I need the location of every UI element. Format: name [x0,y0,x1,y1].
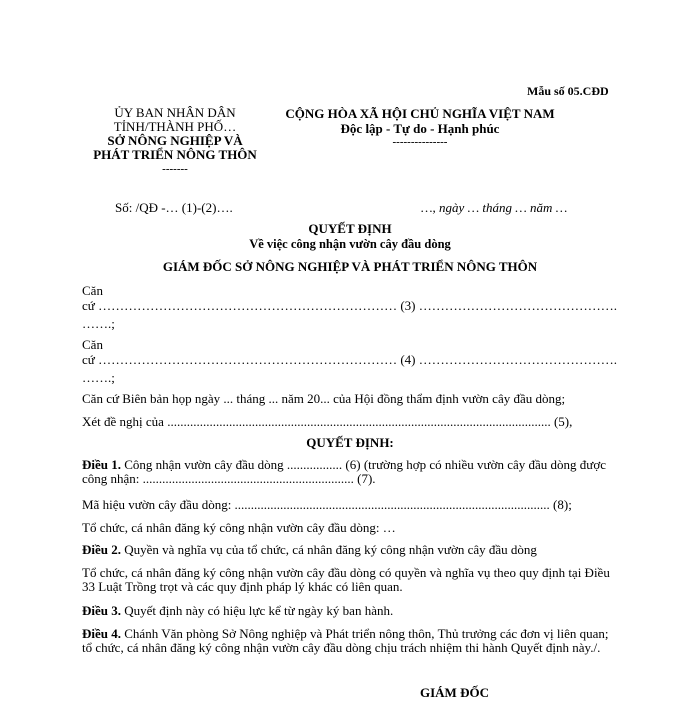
article-3-text: Quyết định này có hiệu lực kể từ ngày ký ban hành. [121,603,394,618]
article-2 [82,543,612,557]
article-1-text: Công nhận vườn cây đầu dòng ................. (6) (trường hợp có nhiều vườn cây đầu dòng được công nhận: ................................................................. (7). [82,457,606,486]
basis-2-line3: …….; [82,370,115,385]
article-3 [82,604,612,618]
article-4-label: Điều 4. [82,626,121,641]
document-title: QUYẾT ĐỊNH [308,221,392,236]
basis-1-line3: …….; [82,316,115,331]
basis-2-line2: cứ …………………………………………………………… (4) ………………………………………. [82,352,617,367]
document-date: …, ngày … tháng … năm … [421,200,568,215]
form-code: Mẫu số 05.CĐD [527,84,609,98]
national-title: CỘNG HÒA XÃ HỘI CHỦ NGHĨA VIỆT NAM [285,106,555,121]
registrant-line: Tổ chức, cá nhân đăng ký công nhận vườn cây đầu dòng: … [82,520,396,535]
left-header-line1: ỦY BAN NHÂN DÂN [114,105,236,120]
article-2-detail: Tổ chức, cá nhân đăng ký công nhận vườn cây đầu dòng có quyền và nghĩa vụ theo quy định tại Điều 33 Luật Trồng trọt và các quy định pháp lý khác có liên quan. [82,565,610,594]
signature-title: GIÁM ĐỐC [420,685,489,700]
garden-code-line: Mã hiệu vườn cây đầu dòng: ................................................................................................. (8); [82,497,572,512]
left-header-line3: SỞ NÔNG NGHIỆP VÀ [107,133,243,148]
article-1 [82,458,612,486]
right-header [270,106,570,149]
issuing-authority: GIÁM ĐỐC SỞ NÔNG NGHIỆP VÀ PHÁT TRIỂN NÔNG THÔN [162,259,538,274]
basis-1-line2: cứ …………………………………………………………… (3) ………………………………………. [82,298,617,313]
document-subtitle: Về việc công nhận vườn cây đầu dòng [249,237,451,251]
left-header-divider: ------- [162,163,188,175]
national-motto: Độc lập - Tự do - Hạnh phúc [340,121,500,136]
proposal-line: Xét đề nghị của ...................................................................................................................... (5), [82,414,573,429]
basis-meeting: Căn cứ Biên bản họp ngày ... tháng ... năm 20... của Hội đồng thẩm định vườn cây đầu dòng; [82,391,566,406]
left-header-line4: PHÁT TRIỂN NÔNG THÔN [93,147,257,162]
basis-1-line1: Căn [82,283,103,298]
left-header-line2: TỈNH/THÀNH PHỐ… [113,119,237,134]
article-2-label: Điều 2. [82,542,121,557]
article-1-label: Điều 1. [82,457,121,472]
basis-2-line1: Căn [82,337,103,352]
document-number: Số: /QĐ -… (1)-(2)…. [115,200,233,215]
article-3-label: Điều 3. [82,603,121,618]
left-header [75,106,275,176]
article-2-text: Quyền và nghĩa vụ của tổ chức, cá nhân đăng ký công nhận vườn cây đầu dòng [121,542,537,557]
article-4 [82,627,612,655]
right-header-divider: --------------- [392,136,448,148]
article-4-text: Chánh Văn phòng Sở Nông nghiệp và Phát triển nông thôn, Thủ trưởng các đơn vị liên quan; tổ chức, cá nhân đăng ký công nhận vườn cây đầu dòng chịu trách nhiệm thi hành Quyết định này./. [82,626,609,655]
decision-heading: QUYẾT ĐỊNH: [306,435,394,450]
